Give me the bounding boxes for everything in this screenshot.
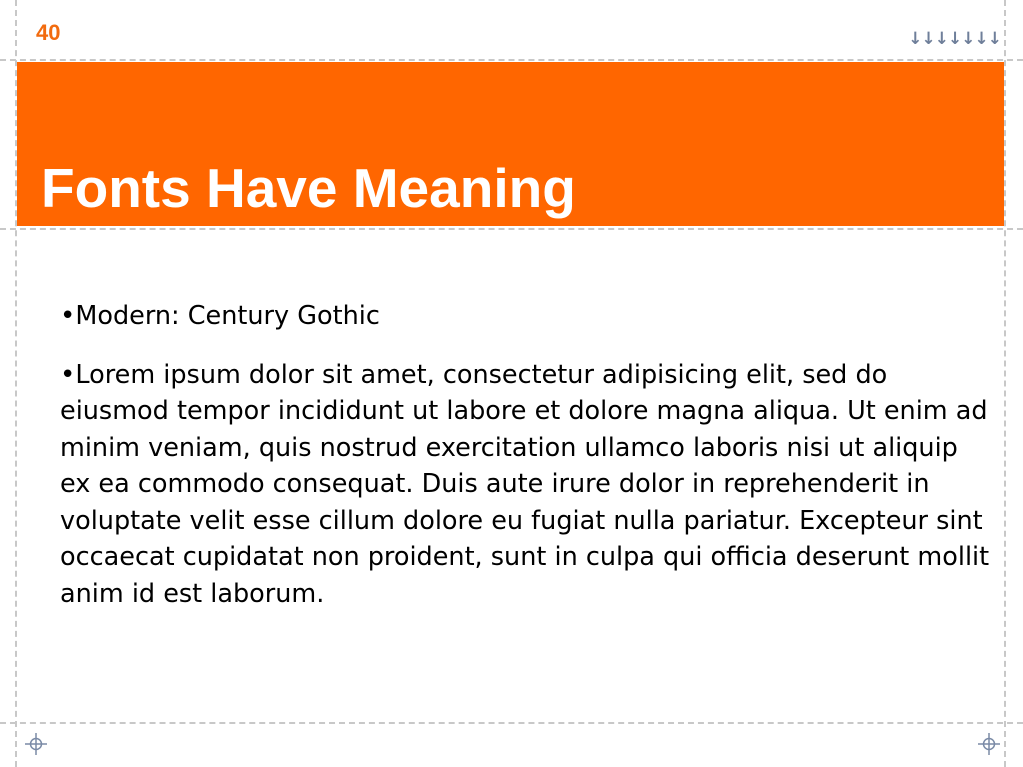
bullet-text: Lorem ipsum dolor sit amet, consectetur adipisicing elit, sed do eiusmod tempor incididunt ut labore et dolore magna aliqua. Ut enim ad minim veniam, quis nostrud exercitation ullamco laboris nisi ut aliquip ex ea commodo consequat. Duis aute irure dolor in reprehenderit in voluptate velit esse cillum dolore eu fugiat nulla pariatur. Excepteur sint occaecat cupidatat non proident, sunt in culpa qui officia deserunt mollit anim id est laborum. — [60, 359, 990, 609]
guide-line-top — [0, 59, 1023, 61]
down-arrows-icon[interactable]: ↓↓↓↓↓↓↓ — [908, 29, 1001, 49]
guide-line-bottom — [0, 722, 1023, 724]
crosshair-icon — [978, 733, 1000, 755]
crosshair-icon — [25, 733, 47, 755]
slide-number: 40 — [36, 20, 61, 45]
bullet-marker: • — [60, 359, 76, 390]
guide-line-right — [1004, 0, 1006, 767]
title-bar — [17, 62, 1004, 226]
bullet-item — [60, 357, 995, 613]
bullet-item — [60, 298, 995, 335]
slide-content — [60, 298, 995, 634]
guide-line-middle — [0, 228, 1023, 230]
bullet-text: Modern: Century Gothic — [75, 301, 380, 331]
bullet-marker: • — [60, 301, 76, 331]
slide-title: Fonts Have Meaning — [41, 157, 576, 219]
